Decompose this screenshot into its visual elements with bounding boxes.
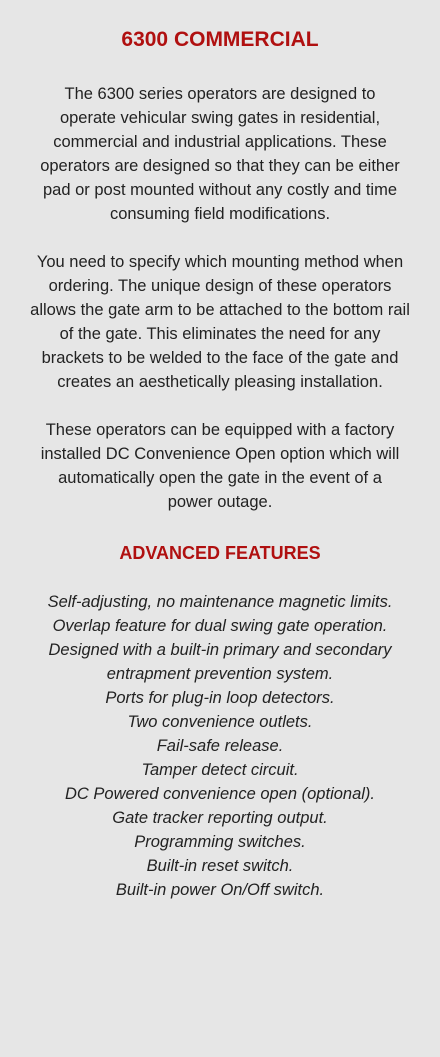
dc-option-paragraph: These operators can be equipped with a factory installed DC Convenience Open option which will automatically open the gate in the event of a power outage.	[40, 421, 400, 511]
feature-item: Built-in power On/Off switch.	[115, 881, 325, 899]
feature-item: Built-in reset switch.	[146, 857, 294, 875]
page-title: 6300 COMMERCIAL	[121, 28, 319, 51]
feature-item: Self-adjusting, no maintenance magnetic limits.	[47, 593, 393, 611]
feature-item: Fail-safe release.	[156, 737, 284, 755]
feature-item: Ports for plug-in loop detectors.	[105, 689, 335, 707]
feature-item: Two convenience outlets.	[127, 713, 313, 731]
feature-item: Tamper detect circuit.	[141, 761, 299, 779]
feature-item: DC Powered convenience open (optional).	[64, 785, 376, 803]
features-heading: ADVANCED FEATURES	[119, 543, 321, 563]
feature-item: Designed with a built-in primary and secondary entrapment prevention system.	[48, 641, 392, 683]
features-list	[34, 590, 406, 902]
feature-item: Gate tracker reporting output.	[112, 809, 328, 827]
mounting-paragraph: You need to specify which mounting method when ordering. The unique design of these operators allows the gate arm to be attached to the bottom rail of the gate. This eliminates the need for any brackets to be welded to the face of the gate and creates an aesthetically pleasing installation.	[30, 253, 410, 391]
intro-paragraph: The 6300 series operators are designed to operate vehicular swing gates in residential, commercial and industrial applications. These operators are designed so that they can be either pad or post mounted without any costly and time consuming field modifications.	[40, 85, 400, 223]
feature-item: Overlap feature for dual swing gate operation.	[52, 617, 388, 635]
feature-item: Programming switches.	[134, 833, 306, 851]
